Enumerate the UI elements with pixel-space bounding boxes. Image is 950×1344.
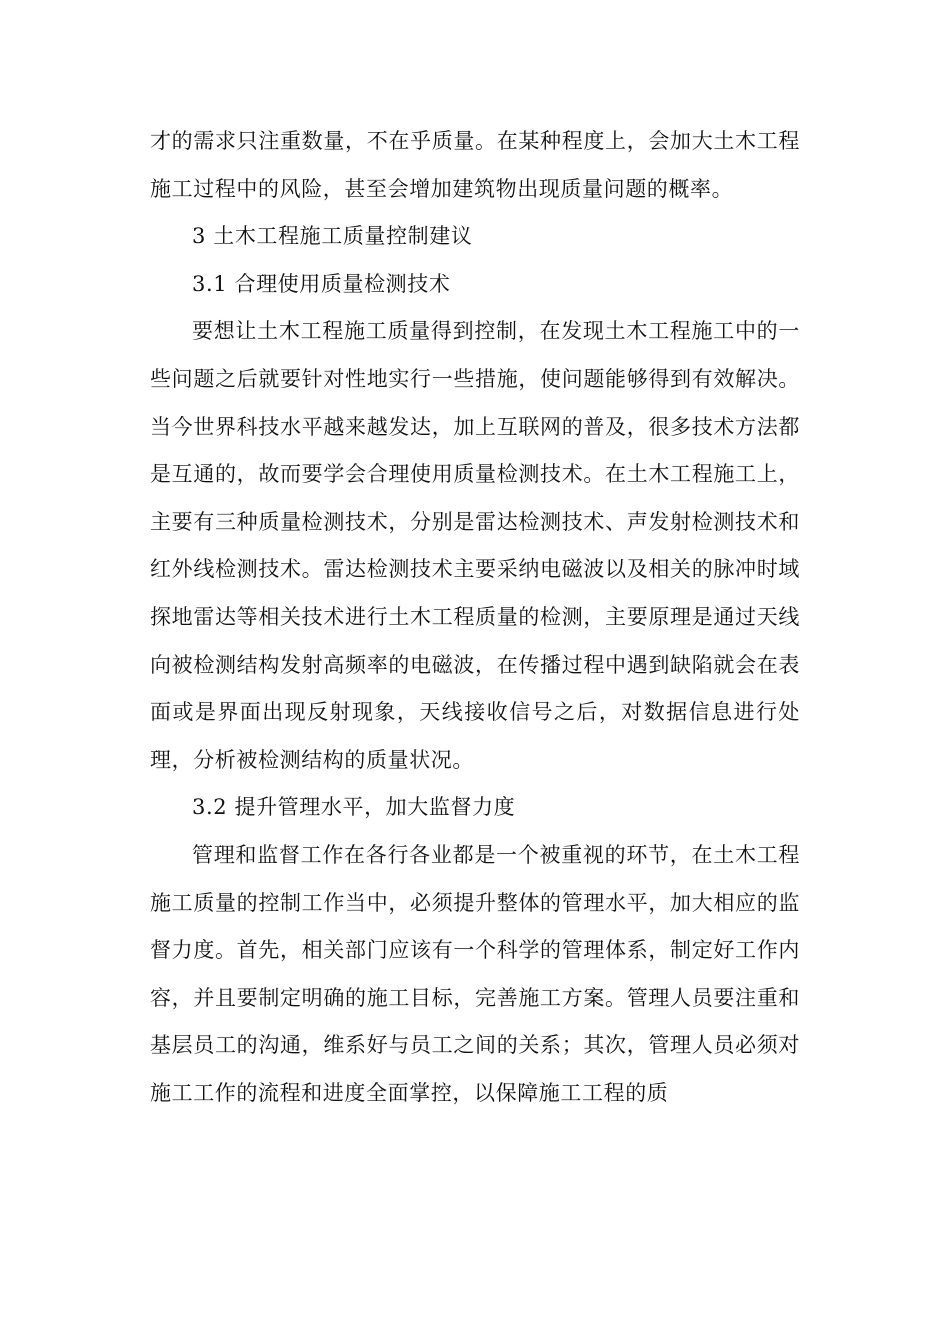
document-page (150, 118, 800, 1117)
body-paragraph-management: 管理和监督工作在各行各业都是一个被重视的环节，在土木工程施工质量的控制工作当中，必须提升整体的管理水平，加大相应的监督力度。首先，相关部门应该有一个科学的管理体系，制定好工作内容，并且要制定明确的施工目标，完善施工方案。管理人员要注重和基层员工的沟通，维系好与员工之间的关系；其次，管理人员必须对施工工作的流程和进度全面掌控，以保障施工工程的质 (150, 842, 800, 1105)
body-paragraph-detection-tech: 要想让土木工程施工质量得到控制，在发现土木工程施工中的一些问题之后就要针对性地实行一些措施，使问题能够得到有效解决。当今世界科技水平越来越发达，加上互联网的普及，很多技术方法都是互通的，故而要学会合理使用质量检测技术。在土木工程施工上，主要有三种质量检测技术，分别是雷达检测技术、声发射检测技术和红外线检测技术。雷达检测技术主要采纳电磁波以及相关的脉冲时域探地雷达等相关技术进行土木工程质量的检测，主要原理是通过天线向被检测结构发射高频率的电磁波，在传播过程中遇到缺陷就会在表面或是界面出现反射现象，天线接收信号之后，对数据信息进行处理，分析被检测结构的质量状况。 (150, 319, 800, 772)
subsection-heading-3-2: 3.2 提升管理水平，加大监督力度 (192, 795, 516, 820)
section-heading-3: 3 土木工程施工质量控制建议 (192, 224, 473, 249)
subsection-heading-3-1: 3.1 合理使用质量检测技术 (192, 271, 451, 296)
body-paragraph-continued: 才的需求只注重数量，不在乎质量。在某种程度上，会加大土木工程施工过程中的风险，甚至会增加建筑物出现质量问题的概率。 (150, 129, 800, 201)
